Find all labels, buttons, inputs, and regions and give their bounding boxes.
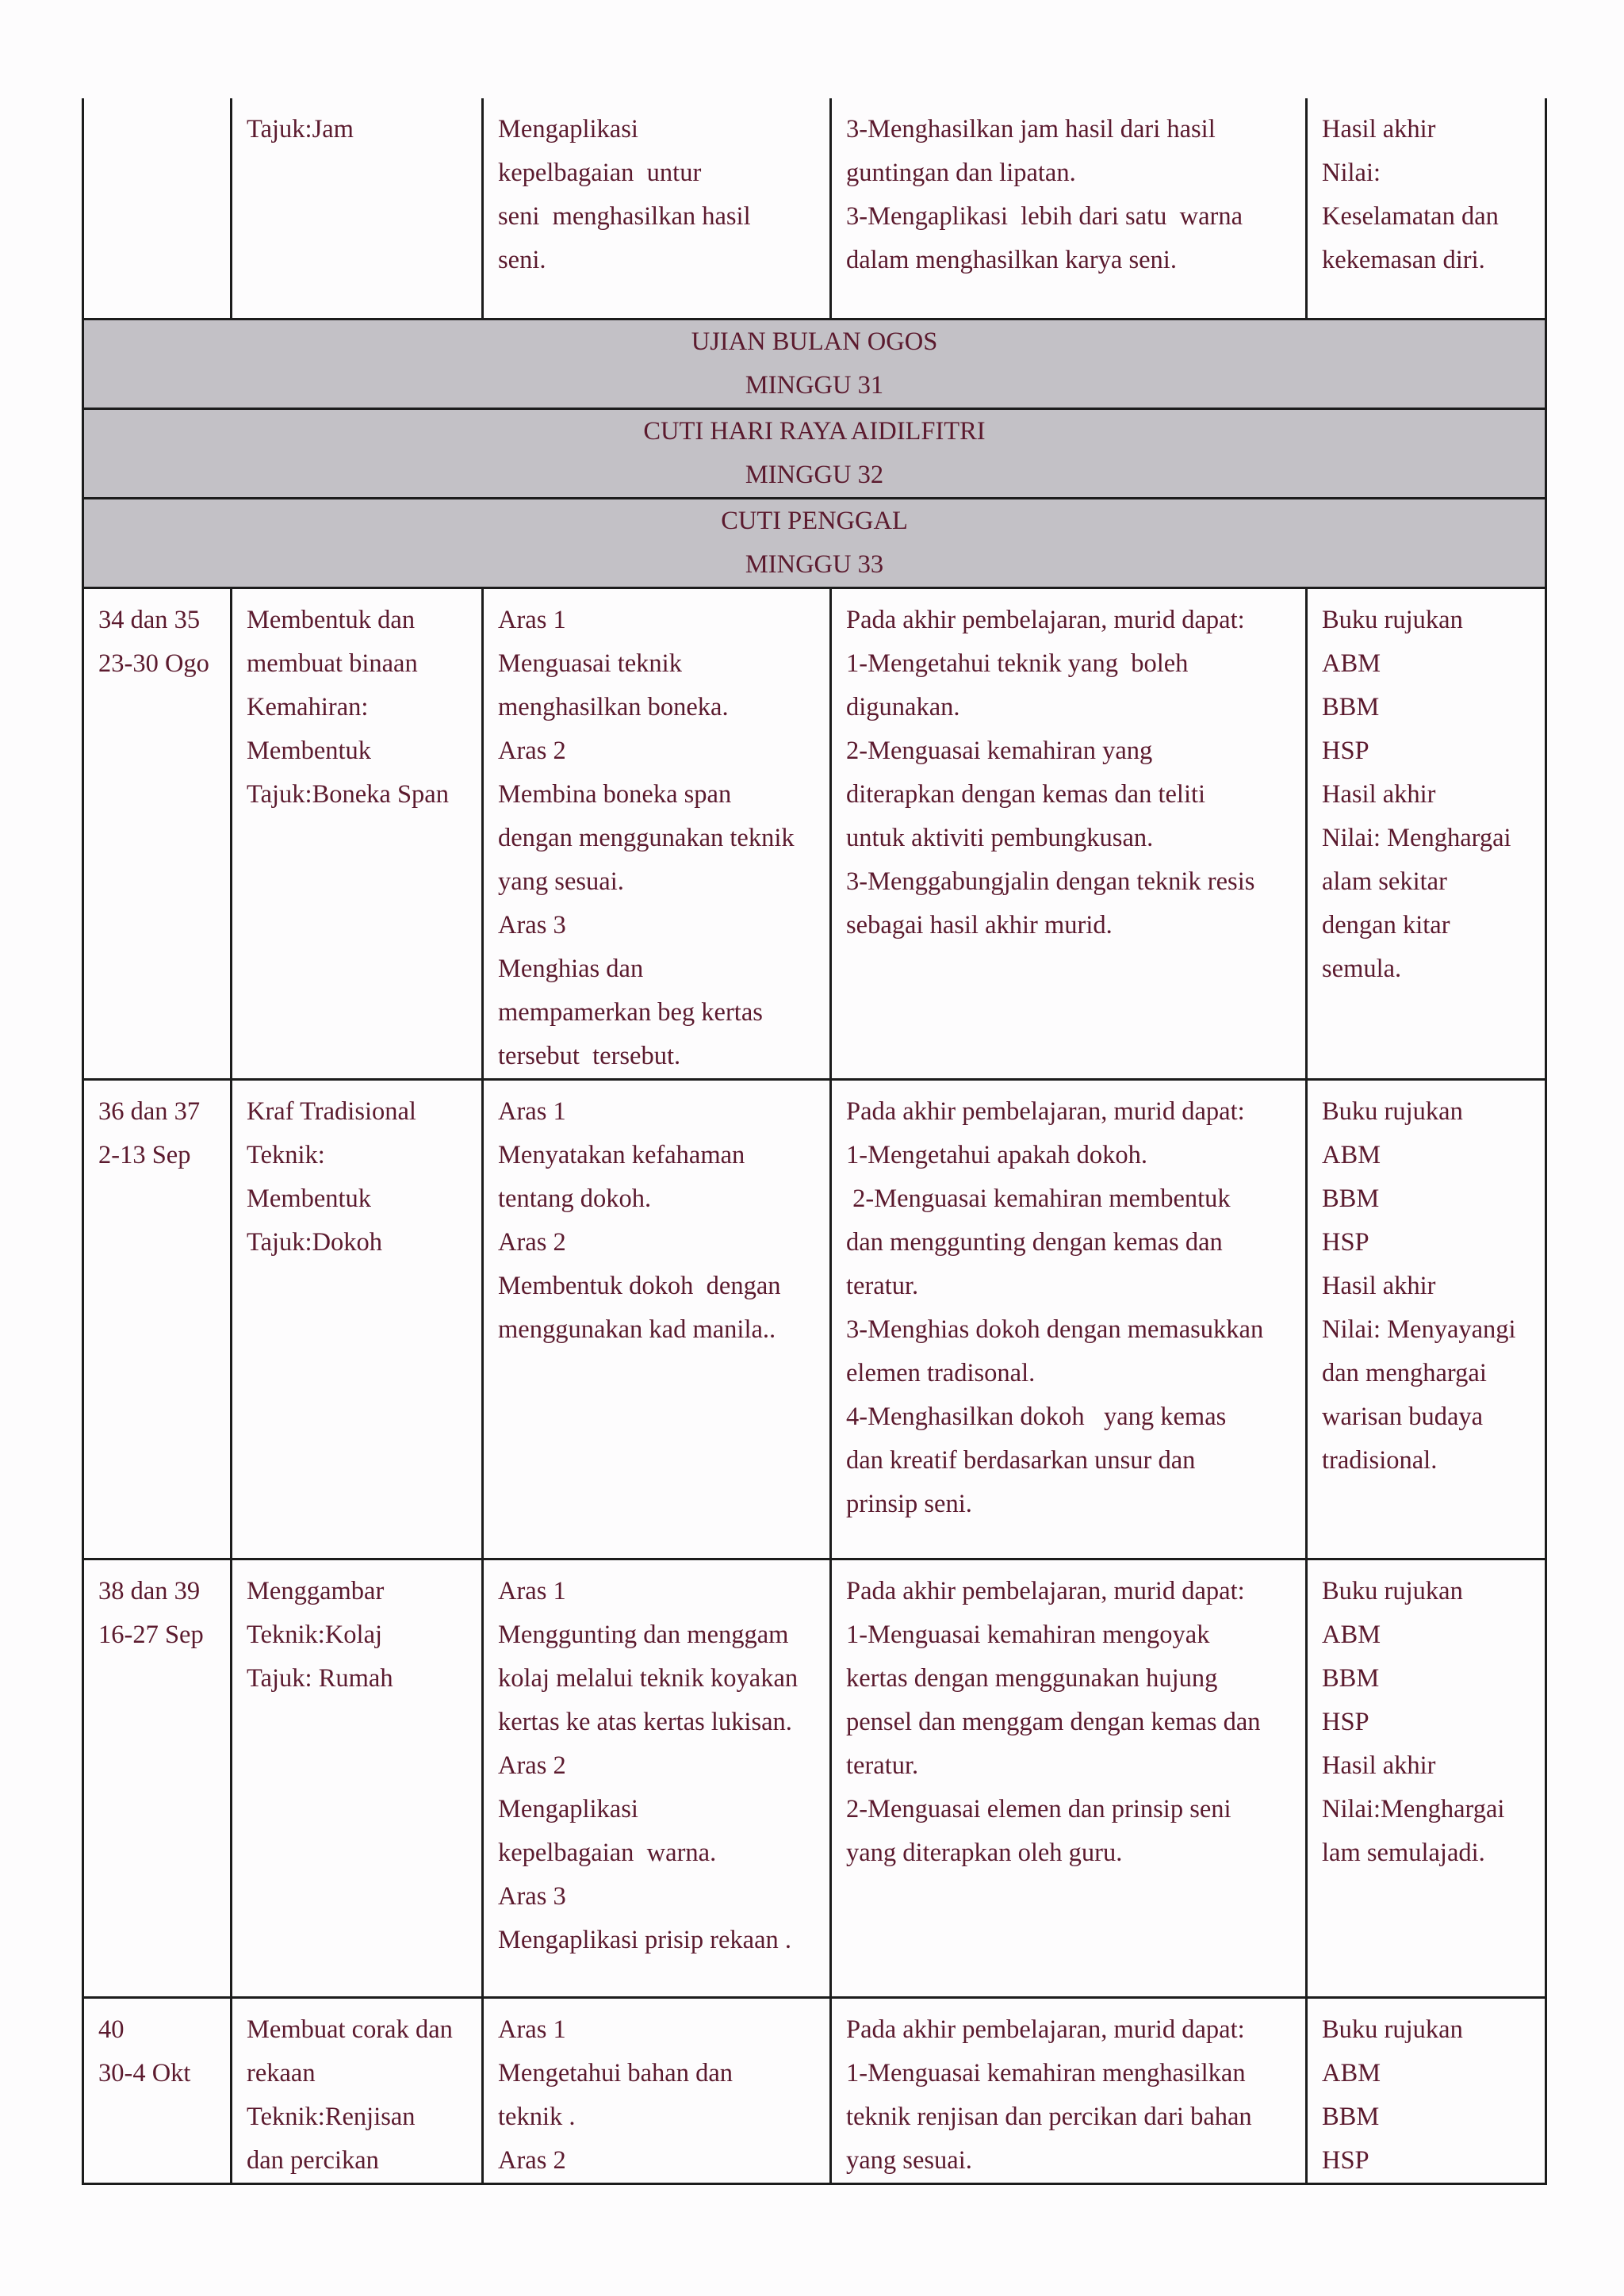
level-cell — [483, 1079, 831, 1559]
objective-line: pensel dan menggam dengan kemas dan — [846, 1707, 1261, 1736]
level-line: menghasilkan boneka. — [498, 692, 729, 721]
week-line: 34 dan 35 — [98, 605, 201, 634]
table-row — [83, 98, 1546, 319]
resource-line: Buku rujukan — [1322, 2015, 1463, 2044]
objective-line: 4-Menghasilkan dokoh yang kemas — [846, 1402, 1227, 1431]
table-row — [83, 1997, 1546, 2183]
resource-line: BBM — [1322, 1184, 1380, 1213]
level-line: dengan menggunakan teknik — [498, 823, 795, 852]
level-line: Aras 2 — [498, 1751, 566, 1780]
level-line: Aras 1 — [498, 2015, 566, 2044]
section-banner-row — [83, 319, 1546, 408]
objective-cell — [831, 98, 1307, 319]
resource-line: tradisional. — [1322, 1445, 1438, 1475]
objective-line: dan kreatif berdasarkan unsur dan — [846, 1445, 1196, 1475]
level-line: Mengetahui bahan dan — [498, 2058, 733, 2087]
objective-line: 1-Mengetahui teknik yang boleh — [846, 649, 1189, 678]
objective-cell — [831, 1997, 1307, 2183]
section-banner — [83, 319, 1546, 408]
resource-line: Nilai: — [1322, 159, 1381, 187]
objective-cell — [831, 1079, 1307, 1559]
level-line: seni menghasilkan hasil — [498, 202, 751, 231]
objective-line: dalam menghasilkan karya seni. — [846, 246, 1177, 274]
level-line: teknik . — [498, 2102, 576, 2131]
level-line: Menghias dan — [498, 954, 644, 983]
topic-line: Tajuk:Jam — [247, 115, 354, 144]
level-line: Membina boneka span — [498, 779, 732, 809]
resource-line: alam sekitar — [1322, 867, 1447, 896]
objective-line: Pada akhir pembelajaran, murid dapat: — [846, 1096, 1245, 1126]
resource-line: Nilai: Menghargai — [1322, 823, 1511, 852]
resource-cell — [1307, 1559, 1546, 1997]
objective-line: guntingan dan lipatan. — [846, 159, 1076, 187]
week-cell — [83, 1079, 232, 1559]
level-line: Aras 2 — [498, 1227, 566, 1257]
resource-line: Nilai: Menyayangi — [1322, 1314, 1516, 1344]
level-line: Aras 2 — [498, 736, 566, 765]
topic-line: Membentuk dan — [247, 605, 416, 634]
topic-line: Tajuk:Dokoh — [247, 1227, 383, 1257]
level-line: yang sesuai. — [498, 867, 624, 896]
resource-line: ABM — [1322, 2058, 1381, 2087]
resource-cell — [1307, 98, 1546, 319]
objective-line: 2-Menguasai elemen dan prinsip seni — [846, 1794, 1231, 1823]
level-line: kolaj melalui teknik koyakan — [498, 1663, 799, 1693]
resource-line: HSP — [1322, 736, 1369, 765]
resource-line: HSP — [1322, 1707, 1369, 1736]
objective-line: Pada akhir pembelajaran, murid dapat: — [846, 1576, 1245, 1605]
topic-line: Teknik:Kolaj — [247, 1620, 383, 1649]
section-banner-row — [83, 408, 1546, 498]
level-line: Mengaplikasi — [498, 115, 638, 144]
table-row — [83, 587, 1546, 1079]
objective-line: prinsip seni. — [846, 1489, 972, 1518]
week-line: 23-30 Ogo — [98, 649, 209, 678]
week-line: 30-4 Okt — [98, 2058, 191, 2087]
objective-line: 2-Menguasai kemahiran membentuk — [846, 1184, 1231, 1213]
level-cell — [483, 1559, 831, 1997]
level-line: menggunakan kad manila.. — [498, 1314, 776, 1344]
objective-line: 1-Menguasai kemahiran menghasilkan — [846, 2058, 1246, 2087]
level-line: Aras 1 — [498, 1576, 566, 1605]
topic-line: Kemahiran: — [247, 692, 369, 721]
banner-line: CUTI PENGGAL — [721, 506, 908, 535]
objective-line: Pada akhir pembelajaran, murid dapat: — [846, 605, 1245, 634]
banner-line: MINGGU 31 — [745, 370, 884, 400]
objective-cell — [831, 1559, 1307, 1997]
resource-line: BBM — [1322, 2102, 1380, 2131]
resource-line: Hasil akhir — [1322, 115, 1436, 144]
resource-line: BBM — [1322, 692, 1380, 721]
week-cell — [83, 98, 232, 319]
level-line: Aras 3 — [498, 1881, 566, 1911]
level-line: seni. — [498, 246, 546, 274]
resource-cell — [1307, 1079, 1546, 1559]
resource-line: ABM — [1322, 1140, 1381, 1169]
topic-cell — [232, 98, 483, 319]
objective-line: untuk aktiviti pembungkusan. — [846, 823, 1154, 852]
banner-line: CUTI HARI RAYA AIDILFITRI — [643, 416, 986, 446]
objective-line: 2-Menguasai kemahiran yang — [846, 736, 1153, 765]
level-cell — [483, 98, 831, 319]
topic-line: Tajuk:Boneka Span — [247, 779, 449, 809]
topic-line: dan percikan — [247, 2145, 379, 2175]
week-line: 36 dan 37 — [98, 1096, 201, 1126]
level-line: kepelbagaian untur — [498, 159, 702, 187]
level-line: tentang dokoh. — [498, 1184, 652, 1213]
topic-line: membuat binaan — [247, 649, 418, 678]
week-line: 2-13 Sep — [98, 1140, 191, 1169]
banner-line: MINGGU 32 — [745, 460, 884, 489]
objective-line: dan menggunting dengan kemas dan — [846, 1227, 1223, 1257]
topic-cell — [232, 1079, 483, 1559]
resource-line: BBM — [1322, 1663, 1380, 1693]
resource-line: dengan kitar — [1322, 910, 1450, 939]
topic-cell — [232, 1997, 483, 2183]
topic-cell — [232, 1559, 483, 1997]
level-line: Menggunting dan menggam — [498, 1620, 789, 1649]
objective-cell — [831, 587, 1307, 1079]
objective-line: 1-Mengetahui apakah dokoh. — [846, 1140, 1147, 1169]
topic-line: Membentuk — [247, 736, 372, 765]
level-line: kertas ke atas kertas lukisan. — [498, 1707, 792, 1736]
topic-line: Tajuk: Rumah — [247, 1663, 393, 1693]
objective-line: kertas dengan menggunakan hujung — [846, 1663, 1218, 1693]
banner-line: MINGGU 33 — [745, 549, 884, 579]
resource-line: ABM — [1322, 649, 1381, 678]
topic-line: Membuat corak dan — [247, 2015, 453, 2044]
level-line: tersebut tersebut. — [498, 1041, 681, 1070]
level-line: Menguasai teknik — [498, 649, 682, 678]
level-line: kepelbagaian warna. — [498, 1838, 717, 1867]
resource-line: Nilai:Menghargai — [1322, 1794, 1505, 1823]
objective-line: 3-Menggabungjalin dengan teknik resis — [846, 867, 1255, 896]
level-line: Mengaplikasi prisip rekaan . — [498, 1925, 792, 1954]
resource-line: Keselamatan dan — [1322, 202, 1499, 231]
level-line: Aras 3 — [498, 910, 566, 939]
resource-line: dan menghargai — [1322, 1358, 1487, 1387]
level-line: Aras 1 — [498, 1096, 566, 1126]
topic-line: rekaan — [247, 2058, 316, 2087]
topic-line: Membentuk — [247, 1184, 372, 1213]
topic-line: Teknik: — [247, 1140, 325, 1169]
week-line: 38 dan 39 — [98, 1576, 201, 1605]
topic-line: Kraf Tradisional — [247, 1096, 416, 1126]
objective-line: teknik renjisan dan percikan dari bahan — [846, 2102, 1252, 2131]
resource-line: warisan budaya — [1322, 1402, 1484, 1431]
objective-line: elemen tradisonal. — [846, 1358, 1036, 1387]
week-line: 16-27 Sep — [98, 1620, 204, 1649]
objective-line: 1-Menguasai kemahiran mengoyak — [846, 1620, 1210, 1649]
week-cell — [83, 587, 232, 1079]
section-banner-row — [83, 498, 1546, 587]
resource-line: Buku rujukan — [1322, 605, 1463, 634]
resource-line: Buku rujukan — [1322, 1576, 1463, 1605]
resource-line: semula. — [1322, 954, 1402, 983]
banner-line: UJIAN BULAN OGOS — [691, 327, 938, 356]
objective-line: teratur. — [846, 1271, 919, 1300]
objective-line: yang sesuai. — [846, 2145, 972, 2175]
table-row — [83, 1559, 1546, 1997]
resource-cell — [1307, 587, 1546, 1079]
section-banner — [83, 408, 1546, 498]
objective-line: 3-Mengaplikasi lebih dari satu warna — [846, 202, 1243, 231]
resource-line: Hasil akhir — [1322, 779, 1436, 809]
objective-line: 3-Menghias dokoh dengan memasukkan — [846, 1314, 1264, 1344]
level-line: Aras 2 — [498, 2145, 566, 2175]
objective-line: 3-Menghasilkan jam hasil dari hasil — [846, 115, 1216, 144]
objective-line: teratur. — [846, 1751, 919, 1780]
resource-line: Buku rujukan — [1322, 1096, 1463, 1126]
objective-line: yang diterapkan oleh guru. — [846, 1838, 1123, 1867]
resource-line: lam semulajadi. — [1322, 1838, 1485, 1867]
level-line: Mengaplikasi — [498, 1794, 638, 1823]
section-banner — [83, 498, 1546, 587]
resource-line: HSP — [1322, 2145, 1369, 2175]
week-cell — [83, 1559, 232, 1997]
resource-line: ABM — [1322, 1620, 1381, 1649]
objective-line: diterapkan dengan kemas dan teliti — [846, 779, 1206, 809]
resource-line: Hasil akhir — [1322, 1271, 1436, 1300]
level-line: Aras 1 — [498, 605, 566, 634]
resource-cell — [1307, 1997, 1546, 2183]
resource-line: kekemasan diri. — [1322, 246, 1485, 274]
objective-line: Pada akhir pembelajaran, murid dapat: — [846, 2015, 1245, 2044]
level-line: Membentuk dokoh dengan — [498, 1271, 781, 1300]
resource-line: HSP — [1322, 1227, 1369, 1257]
table-row — [83, 1079, 1546, 1559]
lesson-plan-table — [82, 98, 1547, 2185]
level-line: Menyatakan kefahaman — [498, 1140, 745, 1169]
objective-line: digunakan. — [846, 692, 960, 721]
level-cell — [483, 587, 831, 1079]
week-cell — [83, 1997, 232, 2183]
topic-line: Menggambar — [247, 1576, 385, 1605]
level-cell — [483, 1997, 831, 2183]
level-line: mempamerkan beg kertas — [498, 997, 763, 1027]
week-line: 40 — [98, 2015, 124, 2044]
topic-cell — [232, 587, 483, 1079]
objective-line: sebagai hasil akhir murid. — [846, 910, 1113, 939]
resource-line: Hasil akhir — [1322, 1751, 1436, 1780]
topic-line: Teknik:Renjisan — [247, 2102, 416, 2131]
